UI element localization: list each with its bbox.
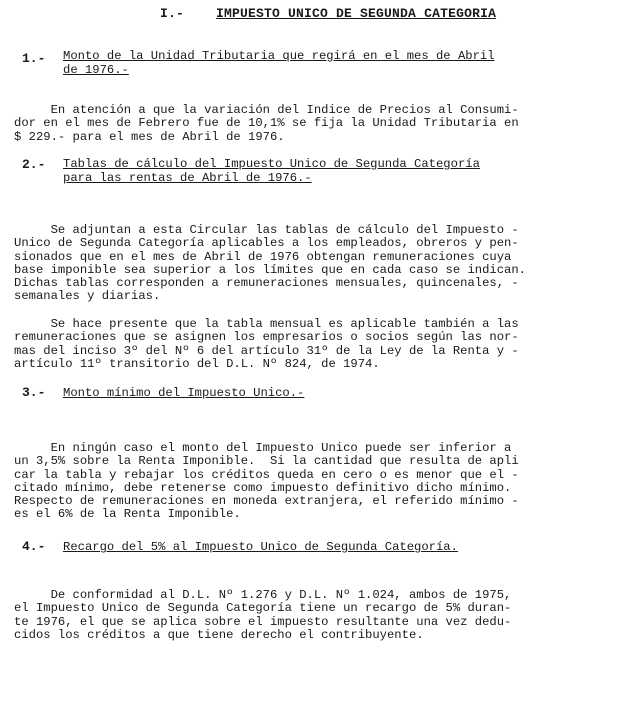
section-1-paragraph-1: En atención a que la variación del Indice de Precios al Consumi- dor en el mes de Febrero fue de 10,1% se fija la Unidad Tributaria en $ 229.- para el mes de Abril de 1976. [14, 103, 519, 144]
section-2-paragraph-1: Se adjuntan a esta Circular las tablas de cálculo del Impuesto - Unico de Segunda Categoría aplicables a los empleados, obreros y pen- sionados que en el mes de Abril de 1976 obtengan remuneraciones cuya base imponible sea superior a los límites que en cada caso se indican. Dichas tablas corresponden a remuneraciones mensuales, quincenales, - semanales y diarias. [14, 223, 526, 304]
section-4-heading-line-1: Recargo del 5% al Impuesto Unico de Segunda Categoría. [63, 540, 458, 554]
section-1-number: 1.- [22, 51, 46, 66]
section-3-number: 3.- [22, 385, 46, 400]
section-1-heading-line-2: de 1976.- [63, 62, 129, 77]
section-2-heading [63, 158, 480, 185]
section-4-number: 4.- [22, 539, 46, 554]
section-2-heading-line-1: Tablas de cálculo del Impuesto Unico de Segunda Categoría [63, 157, 480, 171]
section-1-heading-line-1: Monto de la Unidad Tributaria que regirá en el mes de Abril [63, 49, 495, 63]
section-4-heading [63, 541, 458, 555]
section-4-paragraph-1: De conformidad al D.L. Nº 1.276 y D.L. Nº 1.024, ambos de 1975, el Impuesto Unico de Segunda Categoría tiene un recargo de 5% duran- te 1976, el que se aplica sobre el impuesto resultante una vez dedu- cidos los créditos a que tiene derecho el contribuyente. [14, 588, 512, 642]
section-2-paragraph-2: Se hace presente que la tabla mensual es aplicable también a las remuneraciones que se asignen los empresarios o socios según las nor- mas del inciso 3º del Nº 6 del artículo 31º de la Ley de la Renta y - artículo 11º transitorio del D.L. Nº 824, de 1974. [14, 317, 519, 371]
section-3-paragraph-1: En ningún caso el monto del Impuesto Unico puede ser inferior a un 3,5% sobre la Renta Imponible. Si la cantidad que resulta de apli car la tabla y rebajar los créditos queda en cero o es menor que el - citado mínimo, debe retenerse como impuesto definitivo dicho mínimo. Respecto de remuneraciones en moneda extranjera, el referido mínimo - es el 6% de la Renta Imponible. [14, 441, 519, 522]
section-2-heading-line-2: para las rentas de Abril de 1976.- [63, 170, 312, 185]
section-1-heading [63, 50, 495, 77]
title-text: IMPUESTO UNICO DE SEGUNDA CATEGORIA [216, 6, 497, 21]
section-3-heading-line-1: Monto mínimo del Impuesto Unico.- [63, 386, 305, 400]
section-3-heading [63, 387, 304, 401]
title-roman-numeral: I.- [160, 6, 185, 21]
document-title [160, 7, 496, 20]
section-2-number: 2.- [22, 157, 46, 172]
